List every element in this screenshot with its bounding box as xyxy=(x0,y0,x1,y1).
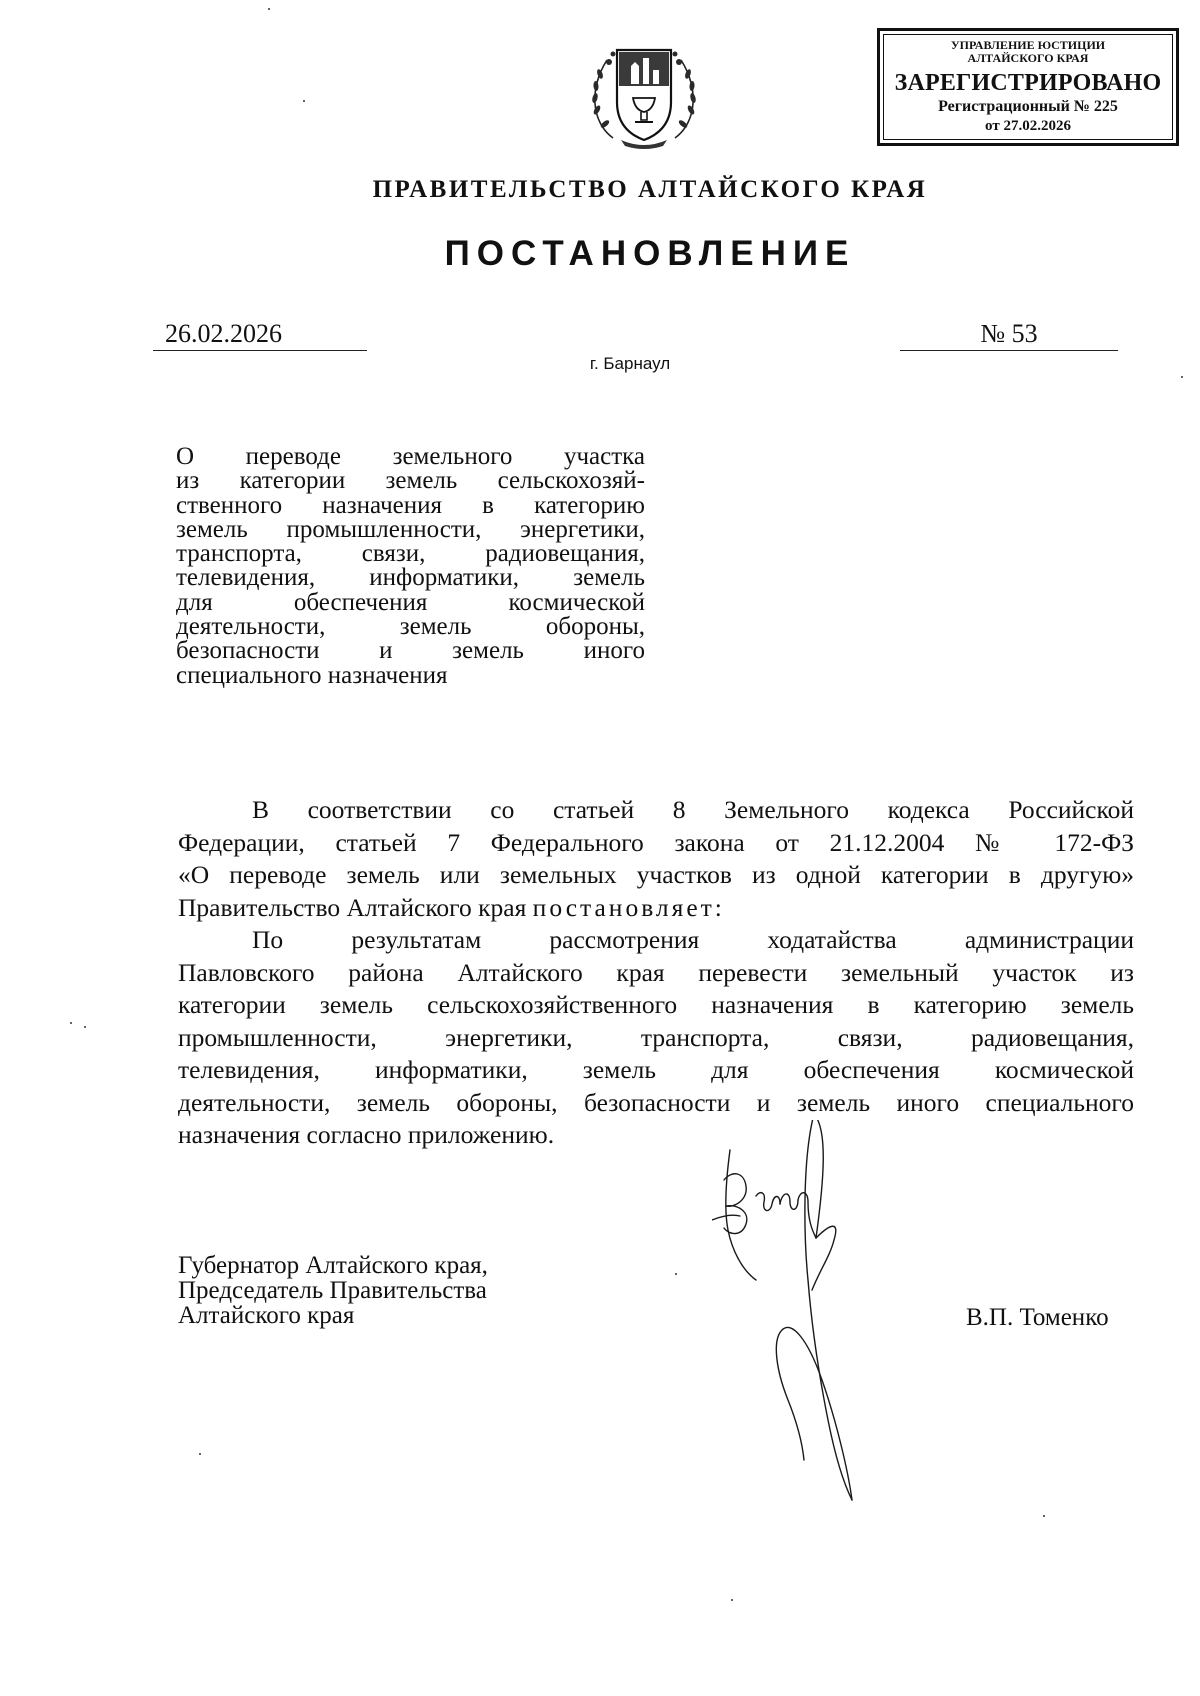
subject-line: специального назначения xyxy=(176,661,448,689)
city-label: г. Барнаул xyxy=(589,354,671,373)
position-line: Председатель Правительства xyxy=(178,1277,487,1304)
body-line: Павловского района Алтайского края перевести земельный участок из xyxy=(178,957,1134,987)
body-line: «О переводе земель или земельных участков из одной категории в другую» xyxy=(178,860,1134,889)
body-line: По результатам рассмотрения ходатайства администрации xyxy=(252,925,1134,954)
document-type-title: ПОСТАНОВЛЕНИЕ xyxy=(444,234,856,273)
stamp-authority-line2: АЛТАЙСКОГО КРАЯ xyxy=(967,51,1089,65)
scan-speck xyxy=(199,1453,201,1455)
scan-speck xyxy=(675,1273,677,1275)
body-line: Федерации, статьей 7 Федерального закона от 21.12.2004 № 172-ФЗ xyxy=(178,827,1134,857)
subject-line: безопасности и земель иного xyxy=(176,637,645,665)
subject-line: О переводе земельного участка xyxy=(176,443,645,470)
handwritten-signature xyxy=(712,1120,912,1520)
body-line: деятельности, земель обороны, безопасности и земель иного специального xyxy=(178,1087,1134,1117)
resolves-keyword: постановляет: xyxy=(532,892,725,922)
document-subject xyxy=(176,445,645,688)
subject-line: земель промышленности, энергетики, xyxy=(176,515,645,543)
document-date: 26.02.2026 xyxy=(165,319,282,348)
document-date-field xyxy=(153,318,367,351)
scan-speck xyxy=(1181,376,1183,378)
body-line: категории земель сельскохозяйственного назначения в категорию земель xyxy=(178,990,1134,1019)
position-line: Губернатор Алтайского края, xyxy=(178,1252,488,1279)
scan-speck xyxy=(303,100,305,102)
position-line: Алтайского края xyxy=(178,1302,355,1329)
stamp-status: ЗАРЕГИСТРИРОВАНО xyxy=(894,70,1162,96)
subject-line: телевидения, информатики, земель xyxy=(176,564,645,592)
scan-speck xyxy=(84,1026,86,1028)
document-number: № 53 xyxy=(980,319,1038,348)
subject-line: транспорта, связи, радиовещания, xyxy=(176,540,645,568)
coat-of-arms-emblem xyxy=(583,40,705,150)
stamp-reg-date: от 27.02.2026 xyxy=(985,118,1071,134)
subject-line: деятельности, земель обороны, xyxy=(176,613,645,641)
signatory-position xyxy=(178,1253,598,1328)
document-body xyxy=(178,794,1134,1152)
body-line-resolves xyxy=(178,892,1134,925)
resolves-prefix: Правительство Алтайского края xyxy=(178,892,533,922)
subject-line: ственного назначения в категорию xyxy=(176,491,645,519)
body-line: назначения согласно приложению. xyxy=(178,1120,555,1149)
stamp-authority-line1: УПРАВЛЕНИЕ ЮСТИЦИИ xyxy=(950,38,1106,52)
signatory-name: В.П. Томенко xyxy=(966,1304,1109,1331)
scan-speck xyxy=(70,1022,72,1024)
scan-speck xyxy=(731,1599,733,1601)
body-line: В соответствии со статьей 8 Земельного кодекса Российской xyxy=(252,795,1134,824)
subject-line: из категории земель сельскохозяй- xyxy=(176,467,645,495)
stamp-reg-number: Регистрационный № 225 xyxy=(938,98,1118,115)
body-line: телевидения, информатики, земель для обеспечения космической xyxy=(178,1055,1134,1084)
scan-speck xyxy=(268,8,270,10)
body-line: промышленности, энергетики, транспорта, связи, радиовещания, xyxy=(178,1022,1134,1052)
organization-name: ПРАВИТЕЛЬСТВО АЛТАЙСКОГО КРАЯ xyxy=(372,176,928,203)
scan-speck xyxy=(1043,1515,1045,1517)
registration-stamp xyxy=(877,28,1179,146)
document-number-field xyxy=(900,318,1118,351)
subject-line: для обеспечения космической xyxy=(176,588,645,616)
